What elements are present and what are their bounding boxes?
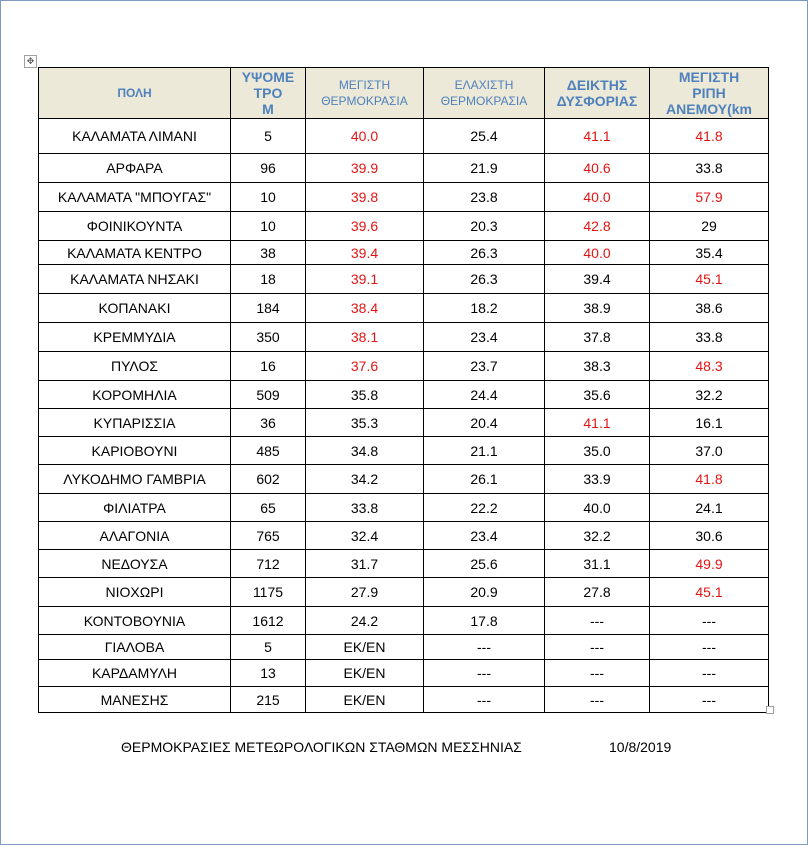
cell-discomfort-index: 41.1 xyxy=(545,409,650,437)
cell-max-temp: 27.9 xyxy=(306,578,424,607)
cell-discomfort-index: 40.0 xyxy=(545,241,650,265)
cell-max-temp: 38.4 xyxy=(306,294,424,323)
cell-min-temp: 24.4 xyxy=(424,381,545,409)
cell-altitude: 16 xyxy=(231,352,306,381)
table-row xyxy=(39,660,769,687)
cell-max-temp: 39.9 xyxy=(306,154,424,183)
cell-min-temp: 20.4 xyxy=(424,409,545,437)
cell-max-temp: 38.1 xyxy=(306,323,424,352)
cell-discomfort-index: 40.0 xyxy=(545,183,650,212)
cell-max-gust: 45.1 xyxy=(650,265,769,294)
cell-min-temp: 23.7 xyxy=(424,352,545,381)
table-row xyxy=(39,578,769,607)
cell-city: ΚΑΡΙΟΒΟΥΝΙ xyxy=(39,437,231,465)
cell-city: ΛΥΚΟΔΗΜΟ ΓΑΜΒΡΙΑ xyxy=(39,465,231,494)
cell-max-temp: 37.6 xyxy=(306,352,424,381)
cell-discomfort-index: --- xyxy=(545,660,650,687)
cell-city: ΚΑΛΑΜΑΤΑ "ΜΠΟΥΓΑΣ" xyxy=(39,183,231,212)
table-header-row xyxy=(39,68,769,119)
cell-city: ΚΡΕΜΜΥΔΙΑ xyxy=(39,323,231,352)
cell-altitude: 96 xyxy=(231,154,306,183)
cell-discomfort-index: 35.6 xyxy=(545,381,650,409)
cell-altitude: 184 xyxy=(231,294,306,323)
cell-max-gust: 16.1 xyxy=(650,409,769,437)
header-line: ΔΥΣΦΟΡΙΑΣ xyxy=(556,93,638,109)
cell-min-temp: 25.4 xyxy=(424,119,545,154)
header-line: ΑΝΕΜΟΥ(km xyxy=(666,101,752,117)
header-line: ΡΙΠΗ xyxy=(692,85,726,101)
cell-min-temp: 18.2 xyxy=(424,294,545,323)
cell-min-temp: 26.1 xyxy=(424,465,545,494)
cell-max-temp: 24.2 xyxy=(306,607,424,635)
header-altitude xyxy=(231,68,306,119)
cell-max-gust: --- xyxy=(650,687,769,713)
cell-max-temp: 40.0 xyxy=(306,119,424,154)
header-line: ΘΕΡΜΟΚΡΑΣΙΑ xyxy=(321,94,408,108)
cell-discomfort-index: 27.8 xyxy=(545,578,650,607)
cell-altitude: 509 xyxy=(231,381,306,409)
cell-city: ΚΑΛΑΜΑΤΑ ΚΕΝΤΡΟ xyxy=(39,241,231,265)
cell-altitude: 13 xyxy=(231,660,306,687)
cell-city: ΑΛΑΓΟΝΙΑ xyxy=(39,522,231,550)
cell-discomfort-index: 40.6 xyxy=(545,154,650,183)
header-line: ΕΛΑΧΙΣΤΗ xyxy=(454,78,514,92)
cell-min-temp: 23.4 xyxy=(424,323,545,352)
cell-discomfort-index: 41.1 xyxy=(545,119,650,154)
header-line: ΜΕΓΙΣΤΗ xyxy=(678,69,740,85)
cell-city: ΦΙΛΙΑΤΡΑ xyxy=(39,494,231,522)
cell-max-temp: 39.8 xyxy=(306,183,424,212)
cell-altitude: 602 xyxy=(231,465,306,494)
cell-discomfort-index: --- xyxy=(545,687,650,713)
cell-city: ΚΑΛΑΜΑΤΑ ΝΗΣΑΚΙ xyxy=(39,265,231,294)
cell-discomfort-index: --- xyxy=(545,607,650,635)
cell-max-gust: 49.9 xyxy=(650,550,769,578)
table-resize-handle[interactable] xyxy=(766,706,774,714)
header-line: ΔΕΙΚΤΗΣ xyxy=(566,77,628,93)
cell-altitude: 215 xyxy=(231,687,306,713)
cell-max-gust: --- xyxy=(650,660,769,687)
cell-min-temp: 26.3 xyxy=(424,241,545,265)
cell-altitude: 10 xyxy=(231,183,306,212)
cell-discomfort-index: 42.8 xyxy=(545,212,650,241)
cell-discomfort-index: 39.4 xyxy=(545,265,650,294)
header-line: ΥΨΟΜΕ xyxy=(241,69,295,85)
header-min-temp xyxy=(424,68,545,119)
cell-max-gust: 45.1 xyxy=(650,578,769,607)
cell-max-temp: 39.1 xyxy=(306,265,424,294)
table-row xyxy=(39,409,769,437)
table-row xyxy=(39,494,769,522)
table-row xyxy=(39,265,769,294)
cell-max-gust: 41.8 xyxy=(650,119,769,154)
cell-city: ΚΑΛΑΜΑΤΑ ΛΙΜΑΝΙ xyxy=(39,119,231,154)
cell-altitude: 5 xyxy=(231,635,306,660)
table-row xyxy=(39,352,769,381)
header-line: Μ xyxy=(262,101,274,117)
cell-max-gust: 37.0 xyxy=(650,437,769,465)
table-row xyxy=(39,119,769,154)
cell-min-temp: 26.3 xyxy=(424,265,545,294)
footer-date: 10/8/2019 xyxy=(609,739,672,755)
cell-min-temp: 17.8 xyxy=(424,607,545,635)
cell-max-temp: ΕΚ/ΕΝ xyxy=(306,635,424,660)
cell-max-temp: ΕΚ/ΕΝ xyxy=(306,660,424,687)
cell-city: ΚΟΡΟΜΗΛΙΑ xyxy=(39,381,231,409)
header-line: ΤΡΟ xyxy=(253,85,283,101)
table-row xyxy=(39,294,769,323)
cell-max-gust: 35.4 xyxy=(650,241,769,265)
header-discomfort-index xyxy=(545,68,650,119)
cell-city: ΚΟΠΑΝΑΚΙ xyxy=(39,294,231,323)
cell-altitude: 5 xyxy=(231,119,306,154)
cell-max-gust: 38.6 xyxy=(650,294,769,323)
cell-discomfort-index: 38.3 xyxy=(545,352,650,381)
table-row xyxy=(39,437,769,465)
cell-altitude: 65 xyxy=(231,494,306,522)
cell-max-gust: 33.8 xyxy=(650,323,769,352)
cell-city: ΑΡΦΑΡΑ xyxy=(39,154,231,183)
cell-min-temp: 25.6 xyxy=(424,550,545,578)
cell-max-temp: 39.4 xyxy=(306,241,424,265)
cell-city: ΝΕΔΟΥΣΑ xyxy=(39,550,231,578)
cell-min-temp: 21.1 xyxy=(424,437,545,465)
cell-city: ΝΙΟΧΩΡΙ xyxy=(39,578,231,607)
cell-discomfort-index: 35.0 xyxy=(545,437,650,465)
cell-city: ΠΥΛΟΣ xyxy=(39,352,231,381)
table-row xyxy=(39,607,769,635)
cell-max-gust: --- xyxy=(650,607,769,635)
table-row xyxy=(39,212,769,241)
cell-min-temp: 22.2 xyxy=(424,494,545,522)
cell-discomfort-index: 37.8 xyxy=(545,323,650,352)
cell-max-temp: 34.2 xyxy=(306,465,424,494)
cell-max-temp: 33.8 xyxy=(306,494,424,522)
table-row xyxy=(39,550,769,578)
cell-altitude: 765 xyxy=(231,522,306,550)
cell-min-temp: --- xyxy=(424,660,545,687)
cell-altitude: 350 xyxy=(231,323,306,352)
cell-max-temp: 34.8 xyxy=(306,437,424,465)
cell-max-gust: 32.2 xyxy=(650,381,769,409)
cell-city: ΚΟΝΤΟΒΟΥΝΙΑ xyxy=(39,607,231,635)
cell-max-temp: 35.8 xyxy=(306,381,424,409)
cell-altitude: 38 xyxy=(231,241,306,265)
header-line: ΜΕΓΙΣΤΗ xyxy=(338,78,391,92)
table-row xyxy=(39,183,769,212)
cell-discomfort-index: 32.2 xyxy=(545,522,650,550)
cell-min-temp: 23.4 xyxy=(424,522,545,550)
cell-discomfort-index: 31.1 xyxy=(545,550,650,578)
table-row xyxy=(39,323,769,352)
cell-altitude: 18 xyxy=(231,265,306,294)
cell-max-gust: 57.9 xyxy=(650,183,769,212)
cell-max-temp: 35.3 xyxy=(306,409,424,437)
cell-altitude: 1612 xyxy=(231,607,306,635)
cell-max-gust: 41.8 xyxy=(650,465,769,494)
cell-max-temp: ΕΚ/ΕΝ xyxy=(306,687,424,713)
cell-max-gust: 29 xyxy=(650,212,769,241)
table-row xyxy=(39,154,769,183)
table-row xyxy=(39,522,769,550)
cell-max-temp: 39.6 xyxy=(306,212,424,241)
cell-discomfort-index: --- xyxy=(545,635,650,660)
cell-min-temp: --- xyxy=(424,687,545,713)
cell-min-temp: 23.8 xyxy=(424,183,545,212)
footer-caption: ΘΕΡΜΟΚΡΑΣΙΕΣ ΜΕΤΕΩΡΟΛΟΓΙΚΩΝ ΣΤΑΘΜΩΝ ΜΕΣΣΗΝΙΑΣ xyxy=(121,739,522,755)
cell-max-temp: 32.4 xyxy=(306,522,424,550)
cell-city: ΓΙΑΛΟΒΑ xyxy=(39,635,231,660)
cell-altitude: 1175 xyxy=(231,578,306,607)
table-row xyxy=(39,241,769,265)
cell-altitude: 485 xyxy=(231,437,306,465)
cell-altitude: 712 xyxy=(231,550,306,578)
table-move-handle-icon[interactable]: ✥ xyxy=(24,55,37,68)
cell-min-temp: 21.9 xyxy=(424,154,545,183)
cell-discomfort-index: 33.9 xyxy=(545,465,650,494)
cell-city: ΚΥΠΑΡΙΣΣΙΑ xyxy=(39,409,231,437)
cell-city: ΚΑΡΔΑΜΥΛΗ xyxy=(39,660,231,687)
cell-max-gust: 30.6 xyxy=(650,522,769,550)
cell-min-temp: --- xyxy=(424,635,545,660)
header-city: ΠΟΛΗ xyxy=(39,68,231,119)
temperature-table xyxy=(38,67,769,713)
cell-city: ΜΑΝΕΣΗΣ xyxy=(39,687,231,713)
cell-discomfort-index: 40.0 xyxy=(545,494,650,522)
table-row xyxy=(39,465,769,494)
cell-min-temp: 20.9 xyxy=(424,578,545,607)
cell-max-gust: --- xyxy=(650,635,769,660)
table-row xyxy=(39,635,769,660)
cell-altitude: 10 xyxy=(231,212,306,241)
cell-altitude: 36 xyxy=(231,409,306,437)
header-max-gust xyxy=(650,68,769,119)
header-max-temp xyxy=(306,68,424,119)
cell-min-temp: 20.3 xyxy=(424,212,545,241)
cell-max-gust: 24.1 xyxy=(650,494,769,522)
table-row xyxy=(39,381,769,409)
table-body xyxy=(39,119,769,713)
header-line: ΘΕΡΜΟΚΡΑΣΙΑ xyxy=(440,94,528,108)
cell-max-gust: 48.3 xyxy=(650,352,769,381)
cell-city: ΦΟΙΝΙΚΟΥΝΤΑ xyxy=(39,212,231,241)
table-row xyxy=(39,687,769,713)
cell-discomfort-index: 38.9 xyxy=(545,294,650,323)
cell-max-gust: 33.8 xyxy=(650,154,769,183)
cell-max-temp: 31.7 xyxy=(306,550,424,578)
